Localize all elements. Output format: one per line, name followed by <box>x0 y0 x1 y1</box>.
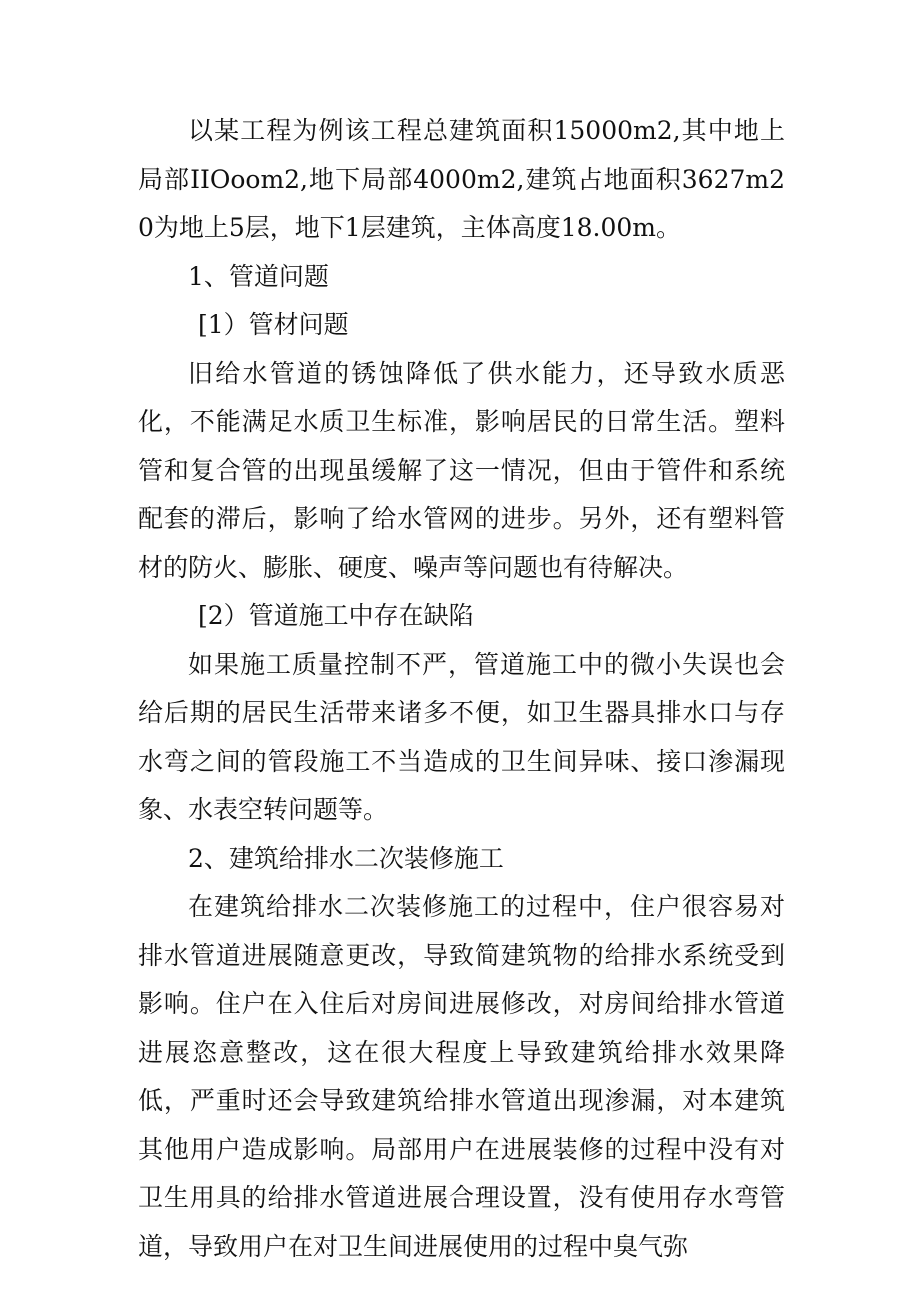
paragraph-project-overview: 以某工程为例该工程总建筑面积15000m2,其中地上局部IIOoom2,地下局部4000m2,建筑占地面积3627m20为地上5层，地下1层建筑，主体高度18.00m。 <box>138 116 785 242</box>
paragraph-material-problems: 旧给水管道的锈蚀降低了供水能力，还导致水质恶化，不能满足水质卫生标准，影响居民的日常生活。塑料管和复合管的出现虽缓解了这一情况，但由于管件和系统配套的滞后，影响了给水管网的进步。另外，还有塑料管材的防火、膨胀、硬度、噪声等问题也有待解决。 <box>138 358 785 582</box>
document-body <box>138 107 785 1271</box>
section-heading-secondary-decoration: 2、建筑给排水二次装修施工 <box>188 843 504 873</box>
section-heading-pipe-problems: 1、管道问题 <box>188 261 329 291</box>
paragraph-construction-defects: 如果施工质量控制不严，管道施工中的微小失误也会给后期的居民生活带来诸多不便，如卫生器具排水口与存水弯之间的管段施工不当造成的卫生间异味、接口渗漏现象、水表空转问题等。 <box>138 649 785 824</box>
subheading-material-problems: [1）管材问题 <box>198 310 349 339</box>
subheading-construction-defects: [2）管道施工中存在缺陷 <box>198 601 474 630</box>
paragraph-secondary-decoration: 在建筑给排水二次装修施工的过程中，住户很容易对排水管道进展随意更改，导致简建筑物的给排水系统受到影响。住户在入住后对房间进展修改，对房间给排水管道进展恣意整改，这在很大程度上导致建筑给排水效果降低，严重时还会导致建筑给排水管道出现渗漏，对本建筑其他用户造成影响。局部用户在进展装修的过程中没有对卫生用具的给排水管道进展合理设置，没有使用存水弯管道，导致用户在对卫生间进展使用的过程中臭气弥 <box>138 892 785 1261</box>
